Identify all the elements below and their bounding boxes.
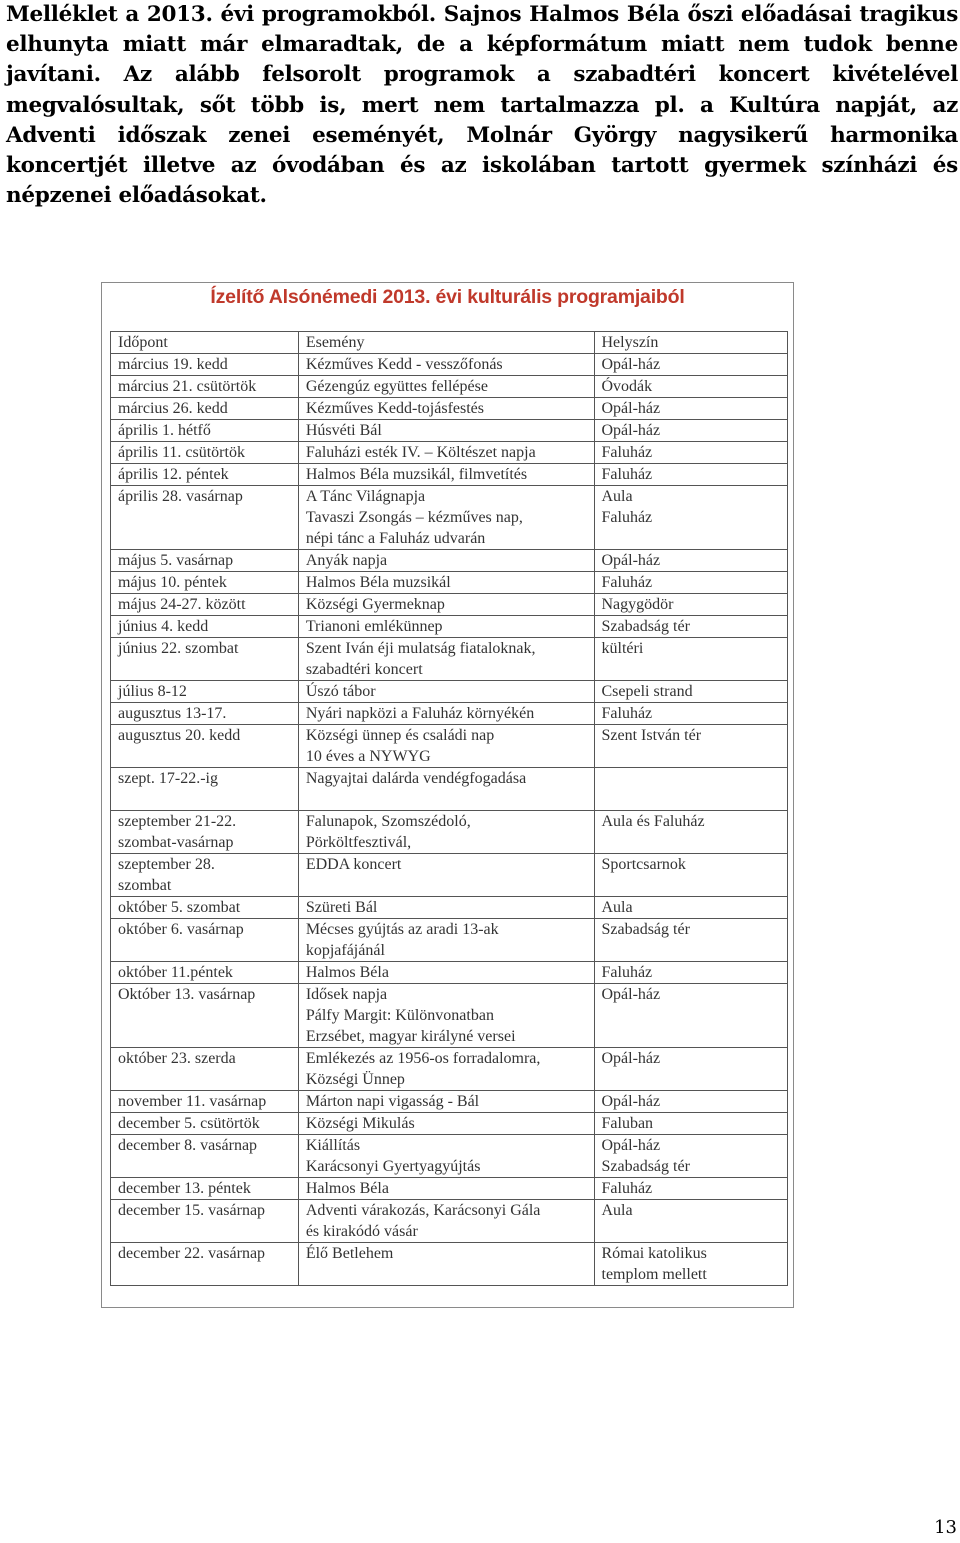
header-date: Időpont [111, 332, 299, 354]
cell-event [298, 1200, 594, 1243]
cell-line: Falunapok, Szomszédoló, [305, 813, 471, 830]
table-row [111, 1200, 788, 1243]
cell-line: Szüreti Bál [305, 899, 378, 916]
table-row [111, 398, 788, 420]
table-row [111, 854, 788, 897]
cell-line: május 5. vasárnap [118, 552, 234, 569]
cell-event [298, 442, 594, 464]
cell-line: Halmos Béla [305, 964, 389, 981]
cell-line: Kiállítás [305, 1137, 361, 1154]
cell-event [298, 962, 594, 984]
cell-line: Opál-ház [601, 552, 661, 569]
table-row [111, 376, 788, 398]
cell-place [594, 1243, 788, 1286]
cell-place [594, 962, 788, 984]
cell-line: július 8-12 [118, 683, 187, 700]
cell-line: Aula [601, 899, 633, 916]
table-row [111, 420, 788, 442]
cell-event [298, 703, 594, 725]
cell-date [111, 854, 299, 897]
table-row [111, 768, 788, 811]
cell-line: Trianoni emlékünnep [305, 618, 443, 635]
cell-line: kopjafájánál [305, 942, 385, 959]
cell-line: március 19. kedd [118, 356, 228, 373]
cell-line: Október 13. vasárnap [118, 986, 256, 1003]
cell-line: Sportcsarnok [601, 856, 686, 873]
cell-event [298, 1091, 594, 1113]
table-row [111, 572, 788, 594]
cell-line: Úszó tábor [305, 683, 376, 700]
cell-date [111, 572, 299, 594]
cell-place [594, 984, 788, 1048]
cell-place [594, 1200, 788, 1243]
table-row [111, 638, 788, 681]
table-row [111, 1113, 788, 1135]
cell-event [298, 1135, 594, 1178]
cell-place [594, 1135, 788, 1178]
cell-date [111, 594, 299, 616]
cell-line: kültéri [601, 640, 644, 657]
cell-place [594, 725, 788, 768]
cell-place [594, 572, 788, 594]
cell-line: Szabadság tér [601, 618, 690, 635]
cell-date [111, 376, 299, 398]
cell-line: Faluház [601, 509, 653, 526]
table-row [111, 1178, 788, 1200]
table-row [111, 486, 788, 550]
cell-line: Pálfy Margit: Különvonatban [305, 1007, 494, 1024]
cell-line: Községi Gyermeknap [305, 596, 445, 613]
cell-line: Adventi várakozás, Karácsonyi Gála [305, 1202, 541, 1219]
cell-line: Opál-ház [601, 356, 661, 373]
table-row [111, 594, 788, 616]
cell-line [306, 789, 587, 810]
cell-line: Faluház [601, 466, 653, 483]
cell-line: Kézműves Kedd - vesszőfonás [305, 356, 503, 373]
cell-place [594, 594, 788, 616]
table-row [111, 354, 788, 376]
cell-line: szombat-vasárnap [118, 834, 234, 851]
table-header-row [111, 332, 788, 354]
cell-date [111, 681, 299, 703]
cell-date [111, 897, 299, 919]
cell-date [111, 638, 299, 681]
cell-line: Mécses gyújtás az aradi 13-ak [305, 921, 499, 938]
cell-line: Pörköltfesztivál, [305, 834, 412, 851]
cell-line: Idősek napja [305, 986, 388, 1003]
cell-place [594, 681, 788, 703]
cell-line: szept. 17-22.-ig [118, 770, 218, 787]
program-figure [101, 282, 794, 1308]
table-row [111, 1243, 788, 1286]
cell-event [298, 681, 594, 703]
cell-line: Opál-ház [601, 422, 661, 439]
cell-event [298, 354, 594, 376]
cell-place [594, 550, 788, 572]
cell-date [111, 984, 299, 1048]
cell-line: május 10. péntek [118, 574, 227, 591]
cell-line: 10 éves a NYWYG [305, 748, 431, 765]
cell-line: Szent Iván éji mulatság fiataloknak, [305, 640, 536, 657]
cell-line: Anyák napja [305, 552, 388, 569]
cell-line: december 13. péntek [118, 1180, 251, 1197]
cell-place [594, 638, 788, 681]
cell-event [298, 919, 594, 962]
cell-date [111, 1200, 299, 1243]
cell-line: templom mellett [601, 1266, 707, 1283]
cell-place [594, 1113, 788, 1135]
cell-event [298, 1243, 594, 1286]
cell-line: Aula [601, 1202, 633, 1219]
cell-line: augusztus 13-17. [118, 705, 227, 722]
cell-line: Opál-ház [601, 400, 661, 417]
cell-date [111, 616, 299, 638]
cell-event [298, 1178, 594, 1200]
cell-place [594, 768, 788, 811]
cell-event [298, 854, 594, 897]
cell-line: Óvodák [601, 378, 653, 395]
cell-event [298, 594, 594, 616]
table-row [111, 442, 788, 464]
cell-line: Opál-ház [601, 986, 661, 1003]
cell-line: Szabadság tér [601, 1158, 690, 1175]
cell-event [298, 572, 594, 594]
table-row [111, 616, 788, 638]
cell-place [594, 464, 788, 486]
cell-line: október 6. vasárnap [118, 921, 244, 938]
cell-place [594, 1048, 788, 1091]
table-body [111, 354, 788, 1286]
table-row [111, 811, 788, 854]
table-row [111, 725, 788, 768]
table-row [111, 550, 788, 572]
cell-line: Faluházi esték IV. – Költészet napja [305, 444, 536, 461]
cell-date [111, 1243, 299, 1286]
cell-line: Faluház [601, 444, 653, 461]
cell-line: Faluház [601, 964, 653, 981]
cell-event [298, 725, 594, 768]
cell-line: Aula [601, 488, 633, 505]
cell-place [594, 398, 788, 420]
header-place: Helyszín [594, 332, 788, 354]
cell-date [111, 703, 299, 725]
cell-place [594, 616, 788, 638]
cell-event [298, 464, 594, 486]
cell-line: április 1. hétfő [118, 422, 211, 439]
cell-date [111, 919, 299, 962]
cell-date [111, 442, 299, 464]
cell-date [111, 354, 299, 376]
cell-date [111, 398, 299, 420]
cell-line: Községi ünnep és családi nap [305, 727, 495, 744]
cell-event [298, 486, 594, 550]
table-row [111, 681, 788, 703]
cell-line: október 23. szerda [118, 1050, 236, 1067]
cell-line: november 11. vasárnap [118, 1093, 267, 1110]
cell-line: szombat [118, 877, 172, 894]
cell-line: augusztus 20. kedd [118, 727, 241, 744]
cell-event [298, 1048, 594, 1091]
cell-line: Élő Betlehem [305, 1245, 394, 1262]
cell-line: Tavaszi Zsongás – kézműves nap, [305, 509, 523, 526]
cell-line: október 11.péntek [118, 964, 233, 981]
cell-place [594, 442, 788, 464]
cell-line: szeptember 28. [118, 856, 215, 873]
cell-date [111, 486, 299, 550]
cell-line: Faluház [601, 1180, 653, 1197]
cell-line: EDDA koncert [305, 856, 402, 873]
cell-line: Nagyajtai dalárda vendégfogadása [305, 770, 527, 787]
cell-line: Opál-ház [601, 1137, 661, 1154]
cell-line: Kézműves Kedd-tojásfestés [305, 400, 484, 417]
cell-line: Opál-ház [601, 1093, 661, 1110]
cell-event [298, 376, 594, 398]
table-row [111, 897, 788, 919]
cell-line: Márton napi vigasság - Bál [305, 1093, 480, 1110]
table-row [111, 703, 788, 725]
cell-line: Opál-ház [601, 1050, 661, 1067]
cell-line: Nyári napközi a Faluház környékén [305, 705, 535, 722]
cell-event [298, 1113, 594, 1135]
cell-event [298, 768, 594, 811]
cell-line: Aula és Faluház [601, 813, 705, 830]
cell-line: és kirakódó vásár [305, 1223, 418, 1240]
program-table [110, 331, 788, 1286]
cell-line: népi tánc a Faluház udvarán [305, 530, 486, 547]
cell-line: Emlékezés az 1956-os forradalomra, [305, 1050, 541, 1067]
cell-place [594, 897, 788, 919]
cell-line: A Tánc Világnapja [305, 488, 426, 505]
cell-date [111, 962, 299, 984]
cell-date [111, 420, 299, 442]
cell-line: december 22. vasárnap [118, 1245, 266, 1262]
cell-date [111, 725, 299, 768]
cell-place [594, 354, 788, 376]
page-number: 13 [934, 1517, 957, 1538]
cell-event [298, 984, 594, 1048]
cell-line: április 11. csütörtök [118, 444, 245, 461]
cell-line: október 5. szombat [118, 899, 241, 916]
intro-paragraph: Melléklet a 2013. évi programokból. Sajnos Halmos Béla őszi előadásai tragikus elhunyta miatt már elmaradtak, de a képformátum miatt nem tudok benne javítani. Az alább felsorolt programok a szabadtéri koncert kivételével megvalósultak, sőt több is, mert nem tartalmazza pl. a Kultúra napját, az Adventi időszak zenei eseményét, Molnár György nagysikerű harmonika koncertjét illetve az óvodában és az iskolában tartott gyermek színházi és népzenei előadásokat. [6, 2, 958, 209]
cell-line: szabadtéri koncert [305, 661, 423, 678]
cell-event [298, 398, 594, 420]
cell-line: június 4. kedd [118, 618, 209, 635]
cell-line: december 5. csütörtök [118, 1115, 260, 1132]
cell-line: december 8. vasárnap [118, 1137, 258, 1154]
cell-line: március 21. csütörtök [118, 378, 257, 395]
cell-line: Karácsonyi Gyertyagyújtás [305, 1158, 481, 1175]
figure-title: Ízelítő Alsónémedi 2013. évi kulturális programjaiból [210, 286, 685, 308]
cell-line: december 15. vasárnap [118, 1202, 266, 1219]
cell-event [298, 550, 594, 572]
header-event: Esemény [298, 332, 594, 354]
cell-line: Faluban [601, 1115, 654, 1132]
cell-line: Római katolikus [601, 1245, 707, 1262]
cell-line: Halmos Béla [305, 1180, 389, 1197]
cell-line [602, 768, 781, 789]
cell-date [111, 464, 299, 486]
cell-place [594, 1091, 788, 1113]
cell-event [298, 616, 594, 638]
cell-place [594, 1178, 788, 1200]
cell-date [111, 811, 299, 854]
cell-line: Szabadság tér [601, 921, 690, 938]
cell-line: Községi Ünnep [305, 1071, 405, 1088]
table-row [111, 1048, 788, 1091]
table-row [111, 464, 788, 486]
cell-date [111, 1135, 299, 1178]
cell-event [298, 897, 594, 919]
cell-line [306, 1264, 587, 1285]
cell-line: május 24-27. között [118, 596, 246, 613]
cell-place [594, 376, 788, 398]
cell-line: Faluház [601, 705, 653, 722]
cell-line: szeptember 21-22. [118, 813, 237, 830]
cell-line: Nagygödör [601, 596, 674, 613]
table-row [111, 1135, 788, 1178]
cell-date [111, 1178, 299, 1200]
cell-date [111, 768, 299, 811]
cell-event [298, 638, 594, 681]
cell-line: június 22. szombat [118, 640, 239, 657]
cell-line: Gézengúz együttes fellépése [305, 378, 488, 395]
cell-line: Községi Mikulás [305, 1115, 415, 1132]
cell-date [111, 1048, 299, 1091]
cell-line: március 26. kedd [118, 400, 228, 417]
cell-date [111, 1113, 299, 1135]
cell-date [111, 550, 299, 572]
cell-line: április 28. vasárnap [118, 488, 243, 505]
cell-place [594, 420, 788, 442]
cell-line: Halmos Béla muzsikál [305, 574, 451, 591]
cell-line: Halmos Béla muzsikál, filmvetítés [305, 466, 528, 483]
cell-date [111, 1091, 299, 1113]
table-row [111, 962, 788, 984]
cell-place [594, 919, 788, 962]
cell-place [594, 854, 788, 897]
table-row [111, 984, 788, 1048]
cell-event [298, 420, 594, 442]
cell-line: Faluház [601, 574, 653, 591]
cell-line: Csepeli strand [601, 683, 693, 700]
table-row [111, 1091, 788, 1113]
cell-place [594, 486, 788, 550]
cell-place [594, 703, 788, 725]
cell-line: Szent István tér [601, 727, 702, 744]
cell-line: április 12. péntek [118, 466, 229, 483]
cell-event [298, 811, 594, 854]
cell-line: Erzsébet, magyar királyné versei [305, 1028, 516, 1045]
cell-place [594, 811, 788, 854]
table-row [111, 919, 788, 962]
cell-line: Húsvéti Bál [305, 422, 382, 439]
